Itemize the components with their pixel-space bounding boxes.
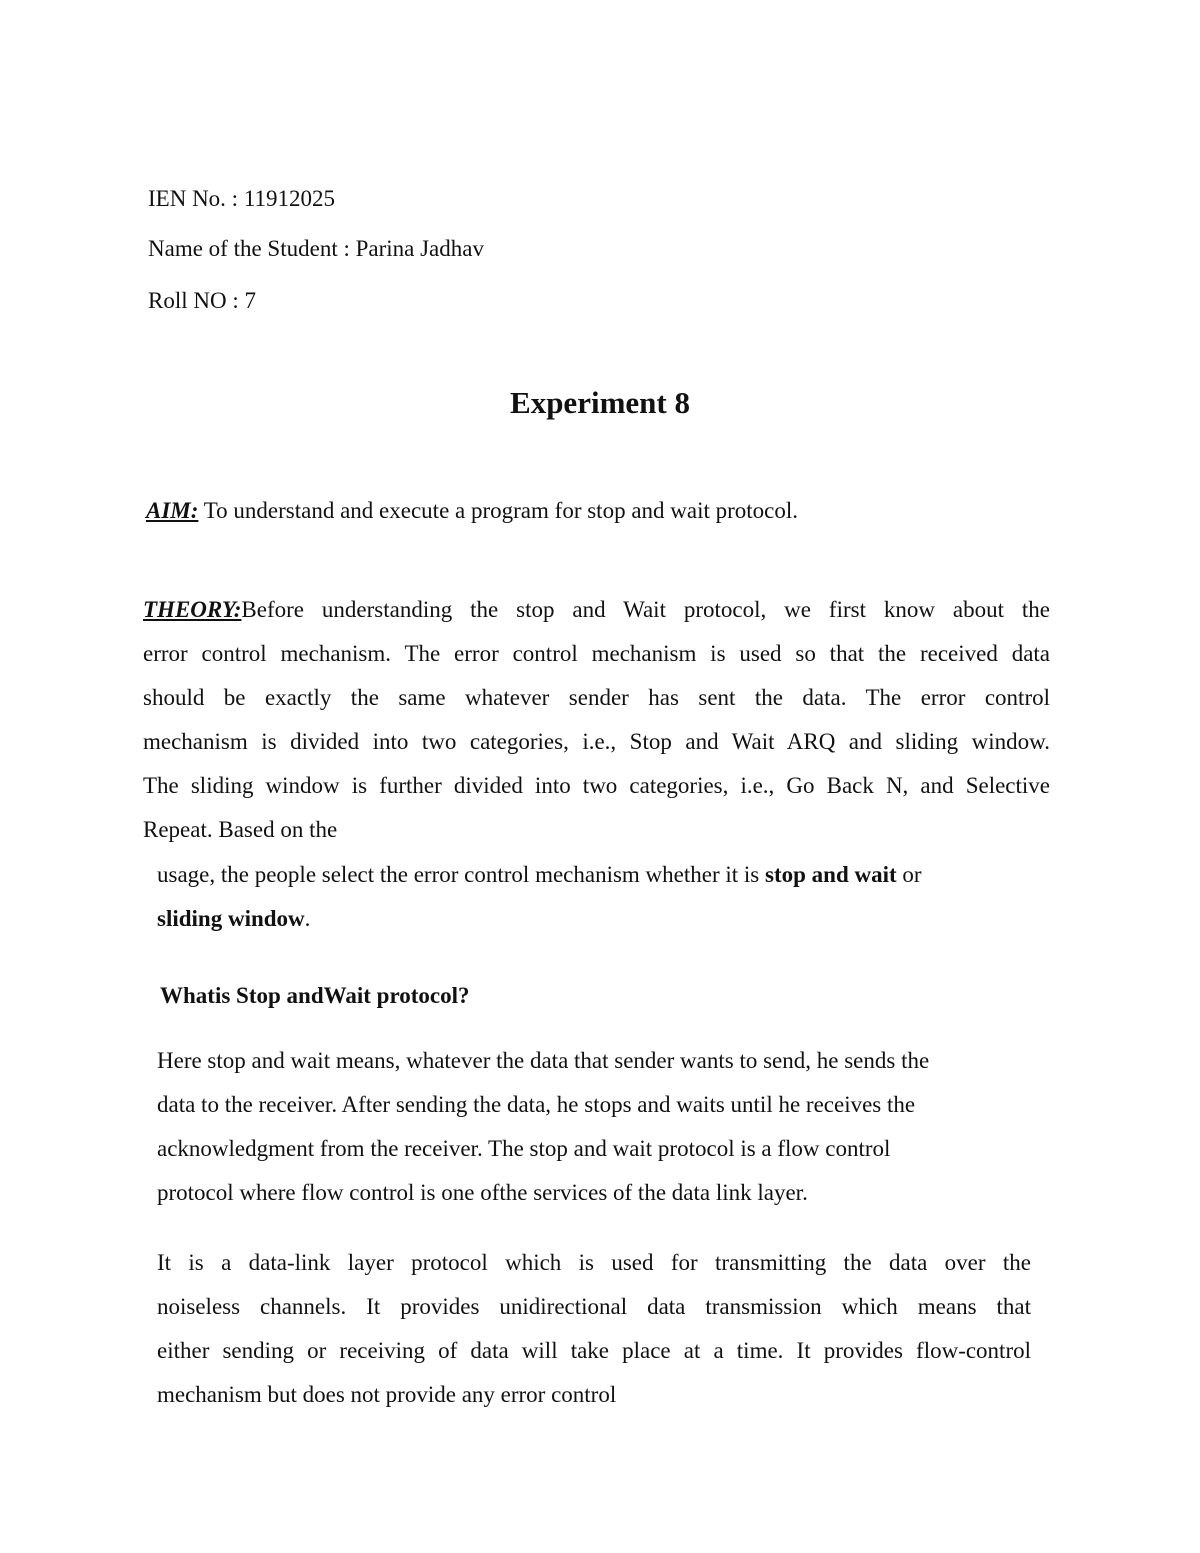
usage-end: or: [896, 862, 922, 887]
theory-line: error control mechanism. The error control mechanism is used so that the received data: [143, 641, 1050, 666]
para1-line: Here stop and wait means, whatever the data that sender wants to send, he sends the: [157, 1048, 930, 1073]
theory-line-1: [143, 596, 1050, 624]
theory-line: mechanism is divided into two categories, i.e., Stop and Wait ARQ and sliding window.: [143, 729, 1050, 754]
theory-label: THEORY:: [143, 597, 242, 622]
theory-line: The sliding window is further divided into two categories, i.e., Go Back N, and Selective: [143, 773, 1050, 798]
student-name: Name of the Student : Parina Jadhav: [148, 236, 484, 261]
theory-line-last: Repeat. Based on the: [143, 817, 338, 842]
para1-line: data to the receiver. After sending the data, he stops and waits until he receives the: [157, 1092, 916, 1117]
para2-line: It is a data-link layer protocol which is used for transmitting the data over the: [157, 1250, 1031, 1275]
sliding-end: .: [304, 906, 311, 931]
sliding-window-line: [157, 905, 310, 933]
section-heading: Whatis Stop andWait protocol?: [160, 983, 470, 1008]
sliding-bold: sliding window: [157, 906, 305, 931]
theory-line: should be exactly the same whatever sender has sent the data. The error control: [143, 685, 1050, 710]
aim-label: AIM:: [146, 498, 199, 523]
para2-line: either sending or receiving of data will take place at a time. It provides flow-control: [157, 1338, 1031, 1363]
theory-line-1-text: Before understanding the stop and Wait protocol, we first know about the: [241, 597, 1050, 622]
usage-text: usage, the people select the error control mechanism whether it is: [157, 862, 766, 887]
usage-bold: stop and wait: [765, 862, 897, 887]
page-title: Experiment 8: [510, 385, 690, 420]
para2-line: noiseless channels. It provides unidirectional data transmission which means that: [157, 1294, 1031, 1319]
para1-line: acknowledgment from the receiver. The stop and wait protocol is a flow control: [157, 1136, 891, 1161]
para2-line-last: mechanism but does not provide any error control: [157, 1382, 617, 1407]
roll-number: Roll NO : 7: [148, 288, 256, 313]
para1-line: protocol where flow control is one ofthe services of the data link layer.: [157, 1180, 808, 1205]
ien-number: IEN No. : 11912025: [148, 186, 335, 211]
usage-line: [157, 861, 922, 889]
aim-line: [146, 497, 798, 525]
aim-text: To understand and execute a program for stop and wait protocol.: [198, 498, 799, 523]
